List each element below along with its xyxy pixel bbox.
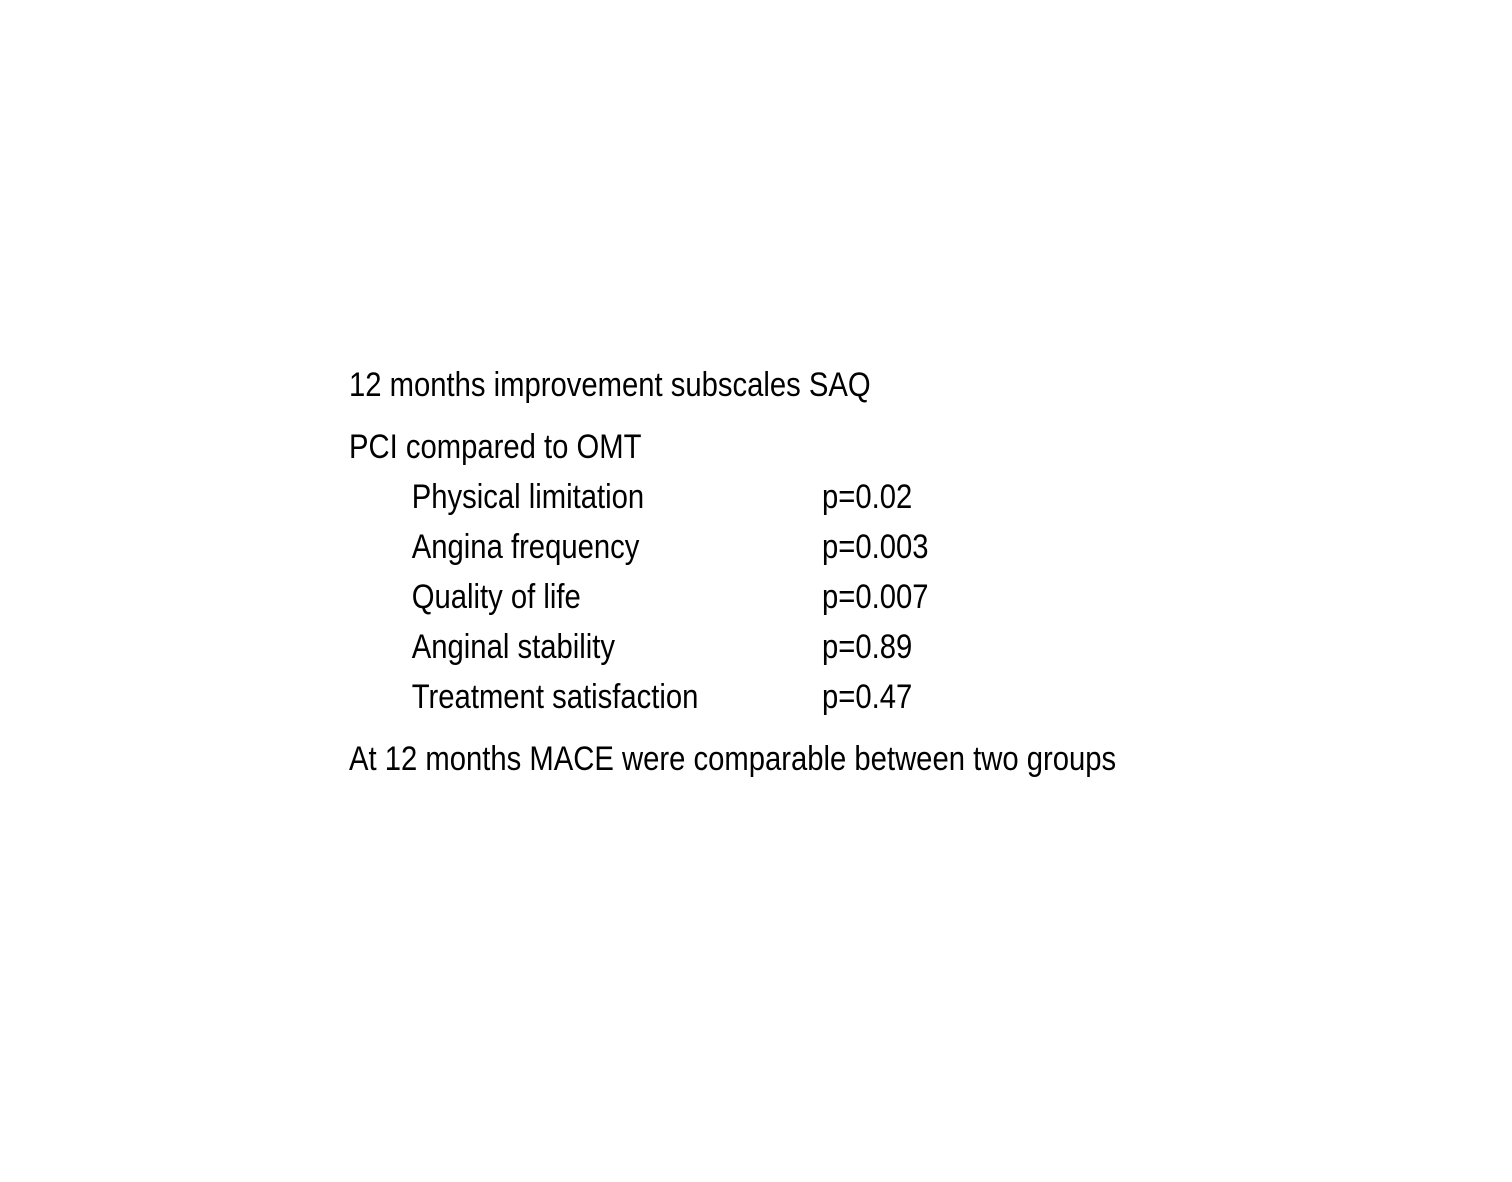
heading: 12 months improvement subscales SAQ — [349, 366, 871, 404]
result-label: Angina frequency — [411, 528, 640, 566]
subheading: PCI compared to OMT — [349, 428, 642, 466]
result-row — [349, 472, 1116, 522]
result-p-value: p=0.007 — [822, 578, 929, 616]
result-p-value: p=0.003 — [822, 528, 929, 566]
result-p-value: p=0.47 — [822, 678, 913, 716]
result-label: Treatment satisfaction — [411, 678, 699, 716]
results-list — [349, 472, 1116, 722]
result-label: Physical limitation — [411, 478, 645, 516]
result-p-value: p=0.89 — [822, 628, 913, 666]
result-row — [349, 622, 1116, 672]
result-row — [349, 572, 1116, 622]
result-label: Quality of life — [411, 578, 581, 616]
result-label: Anginal stability — [411, 628, 615, 666]
result-p-value: p=0.02 — [822, 478, 913, 516]
slide-content — [349, 360, 1116, 784]
conclusion: At 12 months MACE were comparable between two groups — [349, 740, 1117, 778]
result-row — [349, 672, 1116, 722]
result-row — [349, 522, 1116, 572]
